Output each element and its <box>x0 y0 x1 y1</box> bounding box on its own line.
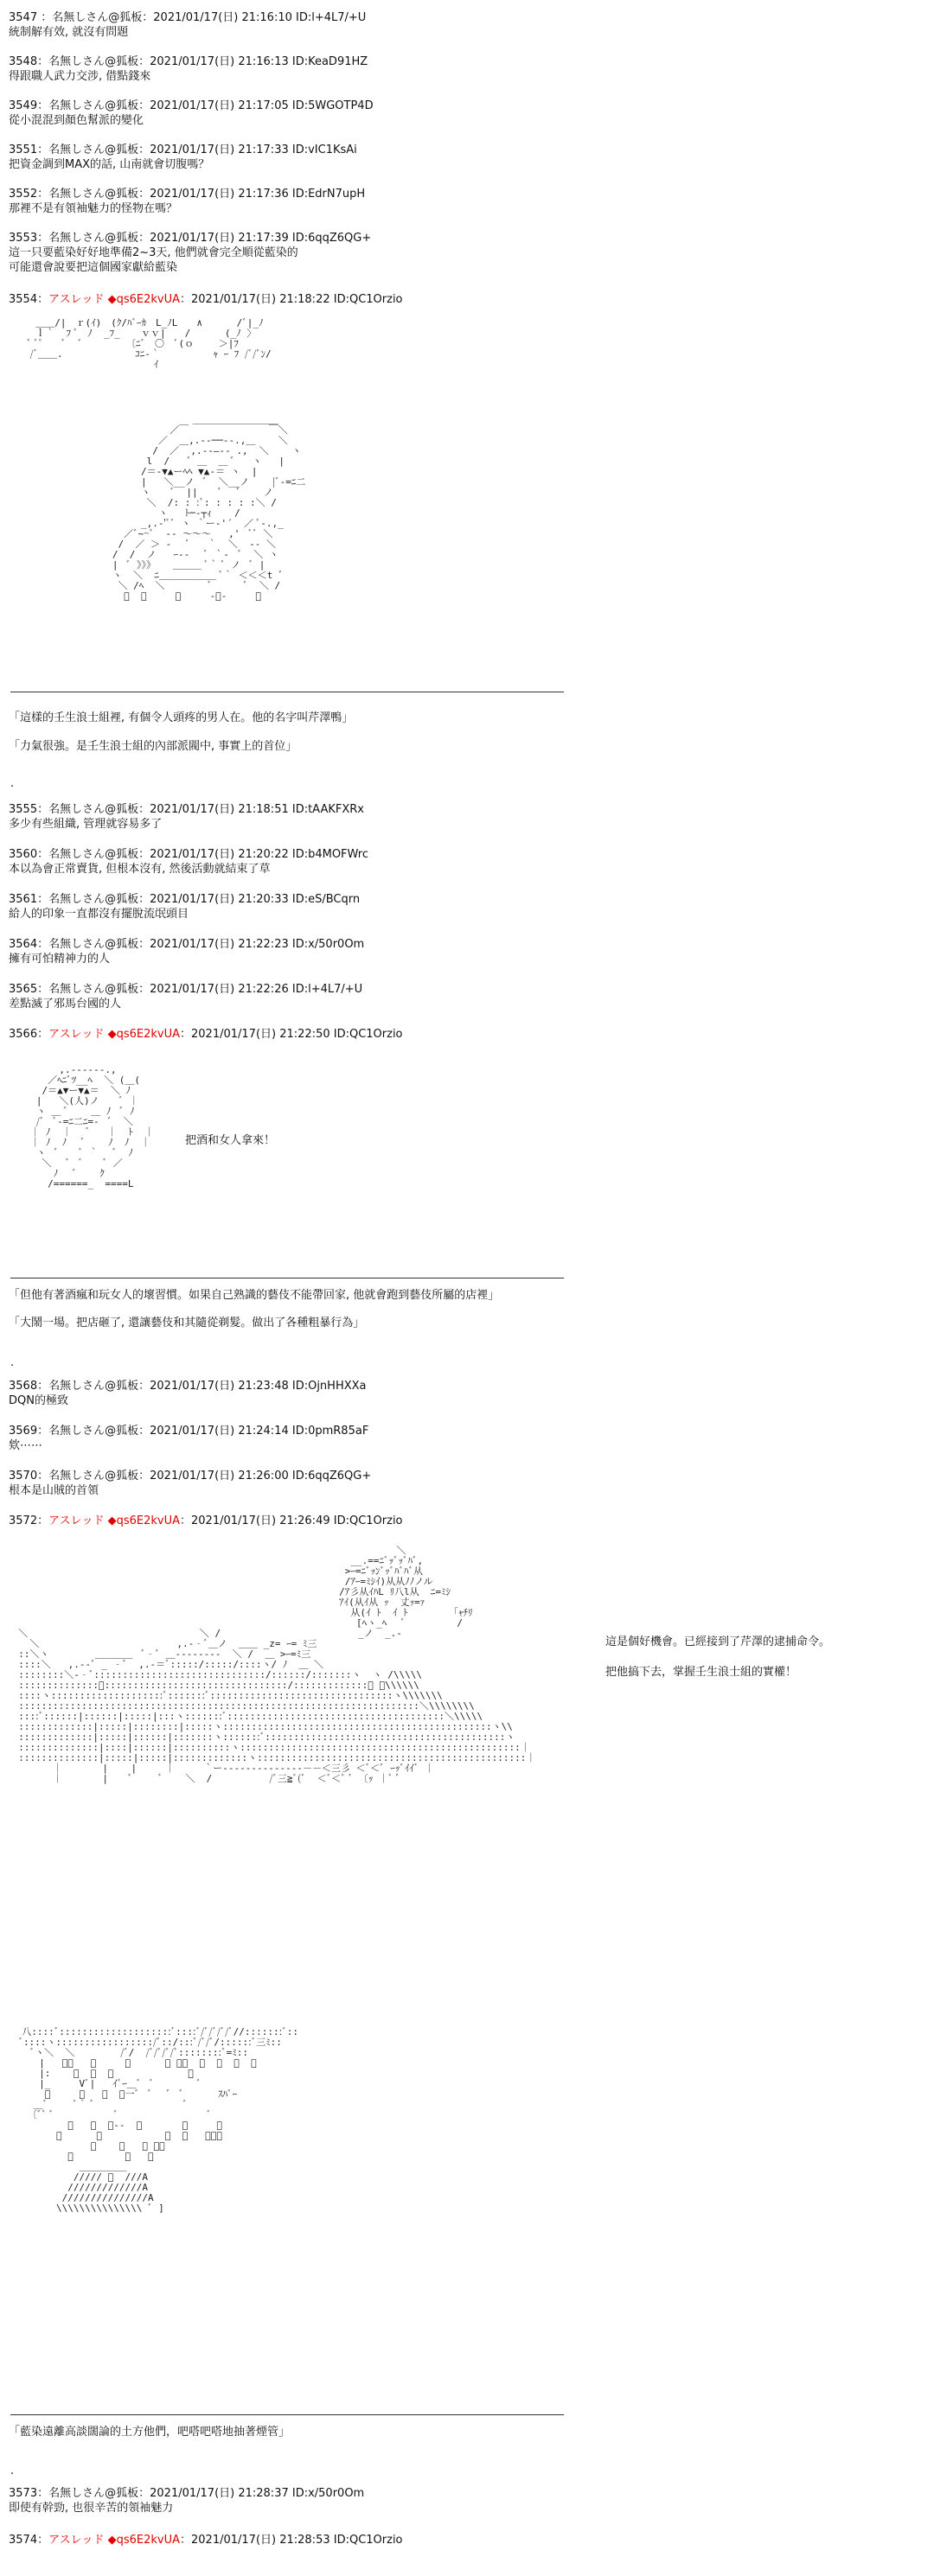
post-3560: 3560：名無しさん@狐板：2021/01/17(日) 21:20:22 ID:b4MOFWrc 本以為會正常賣貨, 但根本沒有, 然後活動就結束了草 <box>9 847 925 877</box>
narration-quote: 「大鬧一場。把店砸了, 還讓藝伎和其隨從剃髮。做出了各種粗暴行為」 <box>9 1317 365 1329</box>
post-meta: 2021/01/17(日) 21:26:00 ID:6qqZ6QG+ <box>150 1470 372 1482</box>
post-body: 差點滅了邪馬台國的人 <box>9 998 122 1011</box>
speech-line: 這是個好機會。已經接到了芹澤的逮捕命令。 <box>605 1636 831 1648</box>
poster-name: 名無しさん@狐板 <box>48 232 139 245</box>
post-3547 <box>9 10 925 40</box>
post-3561: 3561：名無しさん@狐板：2021/01/17(日) 21:20:33 ID:eS/BCqrn 給人的印象一直都沒有擺脫流氓頭目 <box>9 892 925 921</box>
post-number[interactable]: 3574 <box>9 2534 38 2547</box>
post-meta: 2021/01/17(日) 21:28:53 ID:QC1Orzio <box>191 2534 403 2547</box>
post-body: 多少有些組織, 管理就容易多了 <box>9 818 163 831</box>
post-3564: 3564：名無しさん@狐板：2021/01/17(日) 21:22:23 ID:x/50r0Om 擁有可怕精神力的人 <box>9 937 925 966</box>
post-body: 把資金調到MAX的話, 山南就會切腹嗎？ <box>9 158 210 171</box>
post-number[interactable]: 3555 <box>9 803 38 816</box>
poster-name: 名無しさん@狐板 <box>48 2487 139 2500</box>
narration-quote: 「力氣很強。是壬生浪士組的內部派閥中, 事實上的首位」 <box>9 740 297 753</box>
poster-name: 名無しさん@狐板 <box>48 1425 139 1438</box>
poster-name: 名無しさん@狐板 <box>48 803 139 816</box>
post-number[interactable]: 3551 <box>9 143 38 156</box>
post-meta: 2021/01/17(日) 21:16:13 ID:KeaD91HZ <box>150 55 368 68</box>
post-number[interactable]: 3553 <box>9 232 38 245</box>
post-meta: 2021/01/17(日) 21:16:10 ID:l+4L7/+U <box>153 11 367 24</box>
poster-name: 名無しさん@狐板 <box>48 1380 139 1393</box>
post-meta: 2021/01/17(日) 21:28:37 ID:x/50r0Om <box>150 2487 365 2500</box>
post-number[interactable]: 3566 <box>9 1028 38 1041</box>
poster-name-author: アスレッド ◆qs6E2kvUA <box>48 1514 180 1527</box>
post-body: 根本是山賊的首領 <box>9 1484 99 1497</box>
poster-name: 名無しさん@狐板 <box>52 11 143 24</box>
post-meta: 2021/01/17(日) 21:23:48 ID:OjnHHXXa <box>150 1380 367 1393</box>
poster-name: 名無しさん@狐板 <box>48 143 139 156</box>
poster-name-author: アスレッド ◆qs6E2kvUA <box>48 293 180 306</box>
post-meta: 2021/01/17(日) 21:24:14 ID:0pmR85aF <box>150 1425 369 1438</box>
poster-name-author: アスレッド ◆qs6E2kvUA <box>48 1028 180 1041</box>
speech-line: 把他搞下去，掌握壬生浪士組的實權！ <box>605 1666 797 1679</box>
ascii-art-character-3: 八::::ﾞ::::::::::::::::::::ﾞ::::ﾞ/ﾞ/ﾞ/ﾞ/ﾞ//:::::::ﾞ:: ﾞ::::ヽ:::::::::::::::::/ﾞ::/:::ﾞ/ﾞ/ﾞ/::::::ﾞ三ﾐ:: ﾞヽ＼ ＼ /ﾞ/ /ﾞ/ﾞ/ﾞ/ﾞ::::::::ﾞ=ﾐ:: | ﾞ＼ ＼ ﾞ ﾞ ﾞﾞ ﾞ ﾞ ﾞ ﾞ |: ﾞ ﾞ ﾞ ﾞ |_ Vﾞ| ｲﾞｰ＿ﾞ ﾞ ﾞ ﾞ ﾞ ﾞ ｰ一ﾞ ﾞ ﾞ ﾞ ｽﾊﾟｰ ＿ﾞ ﾞ｀ ﾞ ﾞ 〔ﾞﾞ ﾞ ﾞ ﾞ ﾞ ﾞ ｰ‐‐ ﾞ ﾞ ﾞ ﾞ ﾞ ﾞ ﾞ ﾞ＜＞ ﾞ ﾞ ﾞ ＜＞ ﾞ ﾞ ﾞ ＿＿＿＿＿ ///// ﾞ ///A /////////////A ///////////////A \\\\\\\\\\\\\\\ ﾞ ] <box>16 2026 298 2214</box>
post-3565: 3565：名無しさん@狐板：2021/01/17(日) 21:22:26 ID:l+4L7/+U 差點滅了邪馬台國的人 <box>9 982 925 1011</box>
ascii-art-shout-text: ＿＿/| ｒ(ｲ) (ｸ/ﾊﾞｰｶ L_ﾉL ∧ /ﾞ|_ﾉ ｌ｀ ﾌ ﾞ ﾉ _ﾌ_ ｖｖ| / (_ﾉ 〉 ﾞ ﾞﾟ ﾞ ﾞ 〔ﾆﾞ 〇 ﾞ(ｏ ＞|ﾌ /ﾞ＿＿. ｺﾆ-｀ ｬ ｰ ﾌ /ﾞ/ﾞﾝ/ ｲ <box>24 317 272 370</box>
poster-name: 名無しさん@狐板 <box>48 99 139 112</box>
post-3554: 3554：アスレッド ◆qs6E2kvUA：2021/01/17(日) 21:18:22 ID:QC1Orzio <box>9 293 403 306</box>
post-number[interactable]: 3549 <box>9 99 38 112</box>
spacer-dot: . <box>10 1356 15 1369</box>
post-3548: 3548：名無しさん@狐板：2021/01/17(日) 21:16:13 ID:KeaD91HZ 得跟職人武力交涉, 借點錢來 <box>9 54 925 84</box>
post-3566: 3566：アスレッド ◆qs6E2kvUA：2021/01/17(日) 21:22:50 ID:QC1Orzio <box>9 1028 403 1041</box>
post-3570: 3570：名無しさん@狐板：2021/01/17(日) 21:26:00 ID:6qqZ6QG+ 根本是山賊的首領 <box>9 1469 925 1498</box>
poster-name: 名無しさん@狐板 <box>48 1470 139 1482</box>
post-meta: 2021/01/17(日) 21:18:51 ID:tAAKFXRx <box>150 803 364 816</box>
post-body: 那裡不是有領袖魅力的怪物在嗎？ <box>9 202 178 215</box>
post-body: 這一只要藍染好好地準備2~3天, 他們就會完全順從藍染的 <box>9 246 298 259</box>
post-3572: 3572：アスレッド ◆qs6E2kvUA：2021/01/17(日) 21:26:49 ID:QC1Orzio <box>9 1514 403 1527</box>
post-header: 3547 ：名無しさん@狐板：2021/01/17(日) 21:16:10 ID:l+4L7/+U <box>9 11 367 24</box>
post-number[interactable]: 3554 <box>9 293 38 306</box>
post-3552: 3552：名無しさん@狐板：2021/01/17(日) 21:17:36 ID:EdrN7upH 那裡不是有領袖魅力的怪物在嗎？ <box>9 187 925 216</box>
post-meta: 2021/01/17(日) 21:17:05 ID:5WGOTP4D <box>150 99 374 112</box>
poster-name: 名無しさん@狐板 <box>48 848 139 861</box>
post-meta: 2021/01/17(日) 21:20:22 ID:b4MOFWrc <box>150 848 369 861</box>
post-meta: 2021/01/17(日) 21:17:39 ID:6qqZ6QG+ <box>150 232 372 245</box>
poster-name: 名無しさん@狐板 <box>48 983 139 996</box>
post-body: 得跟職人武力交涉, 借點錢來 <box>9 70 151 83</box>
post-number[interactable]: 3570 <box>9 1470 38 1482</box>
spacer-dot: . <box>10 2464 15 2477</box>
speech-line: 把酒和女人拿來！ <box>185 1134 276 1147</box>
post-number[interactable]: 3569 <box>9 1425 38 1438</box>
ascii-art-scene-crowd: ＼ __.==ﾆﾞｯﾞｯﾞﾊﾞ, >ｰ=ﾆﾞｯﾝﾞｯﾞﾊﾞﾊﾞ从 /ｱｰ=ﾐｼｲ)从从ﾉﾉノル /ｱ彡从ｲﾊL ﾘ八l从 ﾆ=ﾐｼ ｱｲ(从ｲ从 ｯ 丈ｯ=ｧ 从(ｲ ﾄ ｲ ﾄ ｢ｬﾁﾘ [ﾍヽ_ﾍ ﾞ / ＼ ＼ / _ノ _.- ＼ ,.-‐ﾞ＿ノ ＿＿ _z= ｰ= ﾐ三 ::＼ヽ ＿＿＿＿ ﾞ‐ﾞ ＿‐‐‐‐‐‐‐‐ ＼ / ＿ >ｰ=ﾐ三 ::::＼ ,.-‐ﾞ _ ‐ﾞ ,.-＝ﾞ:::::/:::::/::::ヽ/ ﾉ ＿ ＼ ::::::::＼-‐ﾞ::::::::::::::::::::::::::::::/::::::/:::::::ヽ ヽ /\\\\\ ::::::::::::::ﾞ::::::::::::::::::::::::::::::::/:::::::::::::＼ ｜\\\\\\ ::::ヽ::::::::::::::::::::ﾞ:::::::ﾞ::::::::::::::::::::::::::::::::ヽ\\\\\\\ ::::::::::::::::::::::::::::::::::::::::::::::::::::::::::::::::::::::＼\\\\\\\\ ::::ﾞ::::::|::::::|:::::|:::ヽ:::::::ﾞ::::::::::::::::::::::::::::::::::::::＼\\\\\ :::::::::::::|:::::|::::::::|:::::ヽ:::::::::::::::::::::::::::::::::::::::::::::::ヽ\\ :::::::::::::|:::::|::::::|:::::::ヽ:::::::ﾞ::::::::::::::::::::::::::::::::::::::::::ヽ ::::::::::::::|::::|::::::|::::::::::ヽ:::::::::::::::::::::::::::::::::::::::::::::::::｜ ::::::::::::::|:::::|:::::|:::::::::::::ヽ:::::::::::::::::::::::::::::::::::::::::::::::｜ ｜ | | ｜ ｀ー‐--‐---‐--‐‐‐‐－－＜三彡 ＜ﾞ＜ﾞ ｰｯﾞｲｲﾞ ｜ ｜ | ﾞ ﾞ ＼ / /ﾞ三≧ﾞ(ﾞ ＜ﾞ＜ﾞ ﾞ 〔ｯ ｜ﾞ ﾞ <box>18 1545 536 1784</box>
post-3573: 3573：名無しさん@狐板：2021/01/17(日) 21:28:37 ID:x/50r0Om 即使有幹勁, 也很辛苦的領袖魅力 <box>9 2486 925 2515</box>
post-number[interactable]: 3565 <box>9 983 38 996</box>
post-number[interactable]: 3572 <box>9 1514 38 1527</box>
post-meta: 2021/01/17(日) 21:18:22 ID:QC1Orzio <box>191 293 403 306</box>
post-body: 從小混混到顏色幫派的變化 <box>9 114 144 127</box>
post-number[interactable]: 3548 <box>9 55 38 68</box>
post-body: DQN的極致 <box>9 1394 68 1407</box>
post-body-line2: 可能還會說要把這個國家獻給藍染 <box>9 261 178 274</box>
post-number[interactable]: 3561 <box>9 893 38 906</box>
ascii-art-character-1: ＿＿＿＿＿＿＿＿＿ ／￣ ￣＼ ／ ＿,.-‐──‐-.,＿ ＼ / ／ ,.--―-- ., ＼ ヽ l / ﾞ ＿ ＿ ﾞ ヽ | /＝‐▼▲ーﾍﾍ ▼▲‐＝ ヽ | | ＼__ノ ﾞ ＼__ノ |ﾞ‐=ﾆ二 ヽ ﾞ || ﾞ ﾞ ノ ＼ /: : :ﾞ: : : : :＼ / ヽ ﾄ─‐┬ｨ / _,.-'ﾞﾞ ヽ ｀ー‐'´ ／ ﾞ‐.,_ ／ﾞ~~ﾞ -‐ ～～～ ,' ﾞﾞ ＼ / ／ ＞ ‐ ﾞ ｀ ＼ ‐- ＼ / / ノ ｰ‐- ﾞ ｀‐ ﾞ ＼ ヽ | ﾞ 》》》 ＿＿＿ ﾞ｀ ﾞ ノ ﾞ | ヽ ＼ ﾆ＿＿＿＿＿＿ ﾞ｀ ＜＜＜t ﾞ ＼ /ﾍ ＼ ﾞ ﾞ ＼ / ﾞ ﾞ ＼ ‐－‐ ﾞ <box>112 414 306 602</box>
post-number[interactable]: 3552 <box>9 188 38 201</box>
post-meta: 2021/01/17(日) 21:17:36 ID:EdrN7upH <box>150 188 366 201</box>
post-meta: 2021/01/17(日) 21:20:33 ID:eS/BCqrn <box>150 893 361 906</box>
post-number[interactable]: 3564 <box>9 938 38 951</box>
post-body: 本以為會正常賣貨, 但根本沒有, 然後活動就結束了草 <box>9 863 271 876</box>
post-meta: 2021/01/17(日) 21:22:26 ID:l+4L7/+U <box>150 983 363 996</box>
post-3551: 3551：名無しさん@狐板：2021/01/17(日) 21:17:33 ID:vIC1KsAi 把資金調到MAX的話, 山南就會切腹嗎？ <box>9 143 925 172</box>
poster-name-author: アスレッド ◆qs6E2kvUA <box>48 2534 180 2547</box>
post-body: 統制解有效, 就沒有問題 <box>9 26 129 39</box>
narration-quote: 「藍染遠離高談闊論的土方他們，吧嗒吧嗒地抽著煙管」 <box>9 2426 291 2439</box>
post-meta: 2021/01/17(日) 21:17:33 ID:vIC1KsAi <box>150 143 357 156</box>
ascii-art-character-2: ,.-‐‐‐‐-., ／ﾍﾆﾞﾂ__ﾍ ＼ (＿( /＝▲▼ー▼▲＝ ＼ ﾉ | ＼(人)ノ ﾞ ｜ ヽ ＿ ﾞ ＿ ﾉ ﾞ ﾉ /ﾞ ﾞ‐=ﾆ二ﾆ=‐ ﾞ ＼ ｜ ﾉ ｜ ﾞ ｜ ﾄ ｜ ｜ ﾉ ﾉ ﾞ ﾉ ﾉ ｜ ヽ ﾞ ﾞ ｀ ﾞ ﾉ ＼ ﾞ ﾞ ﾞ ／ ﾉ ﾞ ｸ /======_ ====L <box>30 1064 155 1189</box>
post-3549: 3549：名無しさん@狐板：2021/01/17(日) 21:17:05 ID:5WGOTP4D 從小混混到顏色幫派的變化 <box>9 99 925 128</box>
post-3555: 3555：名無しさん@狐板：2021/01/17(日) 21:18:51 ID:tAAKFXRx 多少有些組織, 管理就容易多了 <box>9 802 925 832</box>
post-3553: 3553：名無しさん@狐板：2021/01/17(日) 21:17:39 ID:6qqZ6QG+ 這一只要藍染好好地準備2~3天, 他們就會完全順從藍染的 可能還會說要把這個國家獻給藍染 <box>9 231 925 275</box>
post-3568: 3568：名無しさん@狐板：2021/01/17(日) 21:23:48 ID:OjnHHXXa DQN的極致 <box>9 1379 925 1408</box>
post-body: 給人的印象一直都沒有擺脫流氓頭目 <box>9 908 189 921</box>
post-body: 即使有幹勁, 也很辛苦的領袖魅力 <box>9 2502 174 2515</box>
poster-name: 名無しさん@狐板 <box>48 938 139 951</box>
post-number[interactable]: 3573 <box>9 2487 38 2500</box>
post-number[interactable]: 3568 <box>9 1380 38 1393</box>
divider <box>10 2414 564 2415</box>
post-body: 擁有可怕精神力的人 <box>9 953 111 966</box>
post-3569: 3569：名無しさん@狐板：2021/01/17(日) 21:24:14 ID:0pmR85aF 欸⋯⋯ <box>9 1424 925 1453</box>
spacer-dot: . <box>10 777 15 790</box>
post-meta: 2021/01/17(日) 21:22:23 ID:x/50r0Om <box>150 938 365 951</box>
post-meta: 2021/01/17(日) 21:26:49 ID:QC1Orzio <box>191 1514 403 1527</box>
post-3574: 3574：アスレッド ◆qs6E2kvUA：2021/01/17(日) 21:28:53 ID:QC1Orzio <box>9 2534 403 2547</box>
post-meta: 2021/01/17(日) 21:22:50 ID:QC1Orzio <box>191 1028 403 1041</box>
post-number[interactable]: 3547 <box>9 11 38 24</box>
poster-name: 名無しさん@狐板 <box>48 55 139 68</box>
post-number[interactable]: 3560 <box>9 848 38 861</box>
narration-quote: 「這樣的壬生浪士組裡, 有個令人頭疼的男人在。他的名字叫芹澤鴨」 <box>9 711 354 724</box>
poster-name: 名無しさん@狐板 <box>48 188 139 201</box>
narration-quote: 「但他有著酒瘋和玩女人的壞習慣。如果自己熟識的藝伎不能帶回家, 他就會跑到藝伎所屬的店裡」 <box>9 1289 500 1302</box>
post-body: 欸⋯⋯ <box>9 1439 43 1452</box>
poster-name: 名無しさん@狐板 <box>48 893 139 906</box>
